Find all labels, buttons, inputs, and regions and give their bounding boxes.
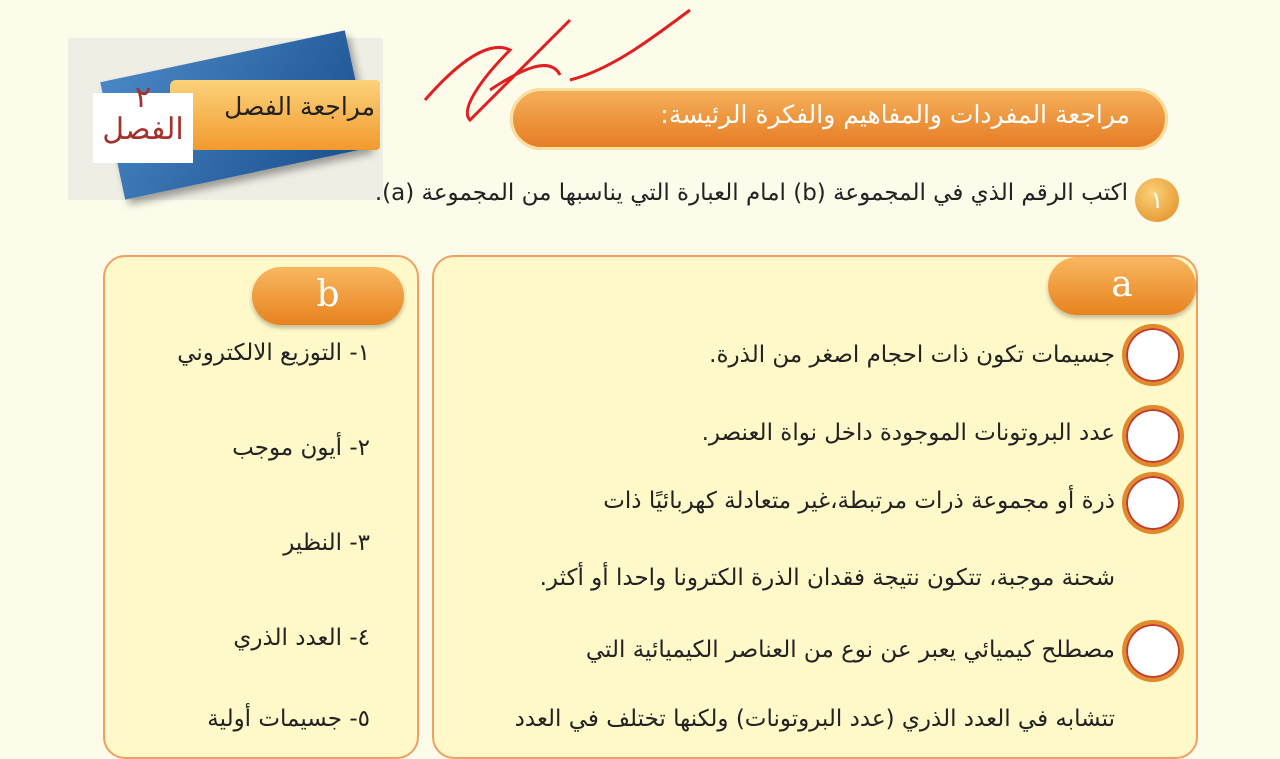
statement: مصطلح كيميائي يعبر عن نوع من العناصر الكيميائية التي bbox=[585, 637, 1115, 663]
answer-circle[interactable] bbox=[1122, 620, 1184, 682]
term-item: ١- التوزيع الالكتروني bbox=[177, 340, 370, 366]
question-text: اكتب الرقم الذي في المجموعة (b) امام العبارة التي يناسبها من المجموعة (a). bbox=[374, 180, 1128, 206]
statement: تتشابه في العدد الذري (عدد البروتونات) ولكنها تختلف في العدد bbox=[514, 706, 1115, 732]
answer-circle[interactable] bbox=[1122, 472, 1184, 534]
section-title: مراجعة المفردات والمفاهيم والفكرة الرئيسة: bbox=[660, 100, 1130, 129]
statement: ذرة أو مجموعة ذرات مرتبطة،غير متعادلة كهربائيًا ذات bbox=[603, 488, 1115, 514]
chapter-word: الفصل bbox=[102, 112, 184, 147]
column-a-label: a bbox=[1048, 257, 1196, 315]
badge-title: مراجعة الفصل bbox=[224, 92, 375, 121]
answer-circle[interactable] bbox=[1122, 405, 1184, 467]
term-item: ٤- العدد الذري bbox=[233, 625, 370, 651]
column-b-label: b bbox=[252, 267, 404, 325]
column-b-panel bbox=[103, 255, 419, 759]
statement: شحنة موجبة، تتكون نتيجة فقدان الذرة الكترونا واحدا أو أكثر. bbox=[539, 565, 1115, 591]
term-item: ٢- أيون موجب bbox=[232, 435, 370, 461]
chapter-label bbox=[93, 82, 193, 146]
term-item: ٥- جسيمات أولية bbox=[207, 706, 370, 732]
statement: جسيمات تكون ذات احجام اصغر من الذرة. bbox=[709, 342, 1115, 368]
chapter-number: ٢ bbox=[134, 80, 152, 115]
statement: عدد البروتونات الموجودة داخل نواة العنصر. bbox=[701, 420, 1115, 446]
term-item: ٣- النظير bbox=[283, 530, 370, 556]
question-number: ١ bbox=[1135, 178, 1179, 222]
answer-circle[interactable] bbox=[1122, 324, 1184, 386]
